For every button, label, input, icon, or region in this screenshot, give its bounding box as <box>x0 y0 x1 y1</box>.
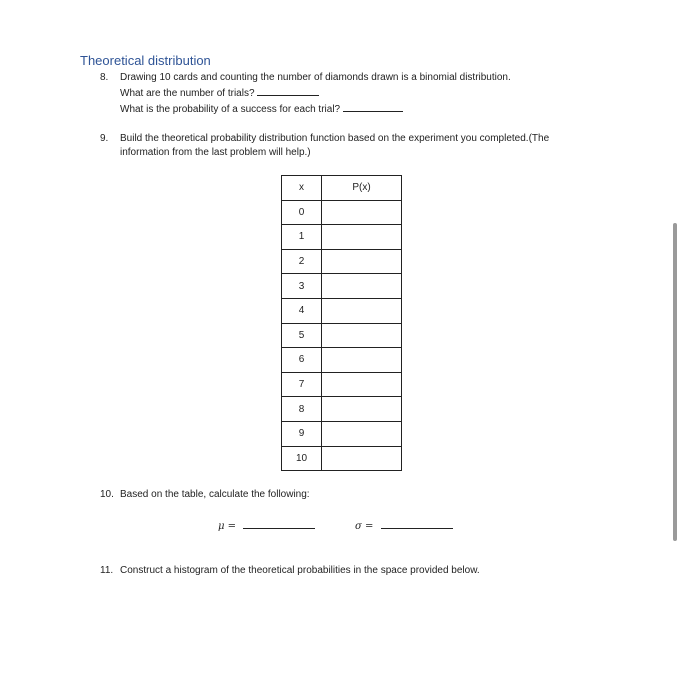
table-row <box>282 446 402 471</box>
question-10-statement: Based on the table, calculate the following: <box>120 489 310 500</box>
x-value-cell: 0 <box>282 200 322 225</box>
probability-cell[interactable] <box>322 421 402 446</box>
x-value-cell: 1 <box>282 225 322 250</box>
question-number: 10. <box>100 489 114 500</box>
probability-cell[interactable] <box>322 200 402 225</box>
x-value-cell: 3 <box>282 274 322 299</box>
table-header-row <box>282 176 402 201</box>
distribution-table-body <box>282 200 402 471</box>
x-value-cell: 9 <box>282 421 322 446</box>
table-row <box>282 249 402 274</box>
x-value-cell: 8 <box>282 397 322 422</box>
x-value-cell: 5 <box>282 323 322 348</box>
probability-cell[interactable] <box>322 249 402 274</box>
x-value-cell: 4 <box>282 298 322 323</box>
header-x: x <box>282 176 322 201</box>
table-row <box>282 200 402 225</box>
vertical-scrollbar[interactable] <box>673 223 677 541</box>
question-8 <box>100 71 580 117</box>
probability-cell[interactable] <box>322 225 402 250</box>
table-row <box>282 372 402 397</box>
question-8-trials-prompt: What are the number of trials? <box>120 88 255 99</box>
distribution-table <box>281 175 402 471</box>
section-heading: Theoretical distribution <box>80 53 211 68</box>
probability-cell[interactable] <box>322 372 402 397</box>
table-row <box>282 225 402 250</box>
x-value-cell: 10 <box>282 446 322 471</box>
probability-cell[interactable] <box>322 446 402 471</box>
question-11 <box>100 564 560 578</box>
x-value-cell: 7 <box>282 372 322 397</box>
question-number: 9. <box>100 133 109 144</box>
probability-cell[interactable] <box>322 274 402 299</box>
question-10 <box>100 488 500 502</box>
probability-cell[interactable] <box>322 397 402 422</box>
x-value-cell: 2 <box>282 249 322 274</box>
table-row <box>282 274 402 299</box>
header-px: P(x) <box>322 176 402 201</box>
probability-cell[interactable] <box>322 348 402 373</box>
question-8-statement: Drawing 10 cards and counting the number of diamonds drawn is a binomial distribution. <box>120 72 511 83</box>
std-dev-line <box>355 518 453 532</box>
table-row <box>282 397 402 422</box>
table-row <box>282 323 402 348</box>
question-number: 8. <box>100 72 109 83</box>
table-row <box>282 348 402 373</box>
table-row <box>282 421 402 446</box>
question-8-probability-prompt: What is the probability of a success for each trial? <box>120 104 341 115</box>
probability-cell[interactable] <box>322 298 402 323</box>
mean-line <box>218 518 315 532</box>
x-value-cell: 6 <box>282 348 322 373</box>
question-11-statement: Construct a histogram of the theoretical probabilities in the space provided below. <box>120 565 480 576</box>
table-row <box>282 298 402 323</box>
std-dev-label: σ = <box>355 521 374 532</box>
mean-answer-blank[interactable] <box>243 518 315 529</box>
question-9 <box>100 132 560 160</box>
question-number: 11. <box>100 565 114 576</box>
probability-answer-blank[interactable] <box>343 101 403 112</box>
question-9-statement: Build the theoretical probability distribution function based on the experiment you completed.(The information from the last problem will help.) <box>120 133 550 158</box>
std-dev-answer-blank[interactable] <box>381 518 453 529</box>
mean-label: μ = <box>218 521 237 532</box>
trials-answer-blank[interactable] <box>257 85 319 96</box>
probability-cell[interactable] <box>322 323 402 348</box>
